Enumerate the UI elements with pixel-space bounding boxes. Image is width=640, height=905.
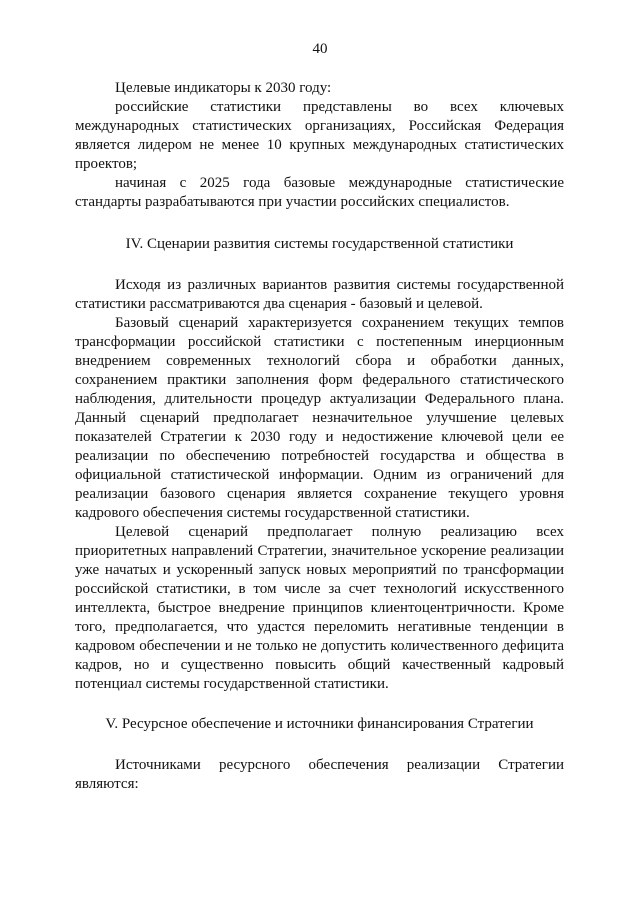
section-4-intro-paragraph: Исходя из различных вариантов развития системы государственной статистики рассматриваются два сценария - базовый и целевой. xyxy=(75,277,564,312)
document-body xyxy=(75,79,564,794)
section-4-heading: IV. Сценарии развития системы государственной статистики xyxy=(125,236,514,252)
indicator-item-2: начиная с 2025 года базовые международные статистические стандарты разрабатываются при участии российских специалистов. xyxy=(75,175,564,210)
section-5-heading: V. Ресурсное обеспечение и источники финансирования Стратегии xyxy=(105,716,534,732)
indicators-intro: Целевые индикаторы к 2030 году: xyxy=(115,80,332,96)
page-number: 40 xyxy=(312,41,328,57)
section-5-intro-paragraph: Источниками ресурсного обеспечения реализации Стратегии являются: xyxy=(75,757,564,792)
target-scenario-paragraph: Целевой сценарий предполагает полную реализацию всех приоритетных направлений Стратегии, значительное ускорение реализации уже начатых и ускоренный запуск новых мероприятий по трансформации российской статистики, в том числе за счет технологий искусственного интеллекта, быстрое внедрение принципов клиентоцентричности. Кроме того, предполагается, что удастся переломить негативные тенденции в кадровом обеспечении и не только не допустить количественного дефицита кадров, но и существенно повысить общий качественный кадровый потенциал системы государственной статистики. xyxy=(75,524,564,692)
indicator-item-1: российские статистики представлены во всех ключевых международных статистических организациях, Российская Федерация является лидером не менее 10 крупных международных статистических проектов; xyxy=(75,99,564,172)
base-scenario-paragraph: Базовый сценарий характеризуется сохранением текущих темпов трансформации российской статистики с постепенным инерционным внедрением современных технологий сбора и обработки данных, сохранением практики заполнения форм федерального статистического наблюдения, длительности процедур актуализации Федерального плана. Данный сценарий предполагает незначительное улучшение целевых показателей Стратегии к 2030 году и недостижение ключевой цели ее реализации по обеспечению потребностей государства и общества в официальной статистической информации. Одним из ограничений для реализации базового сценария является сохранение текущего уровня кадрового обеспечения системы государственной статистики. xyxy=(75,315,564,521)
